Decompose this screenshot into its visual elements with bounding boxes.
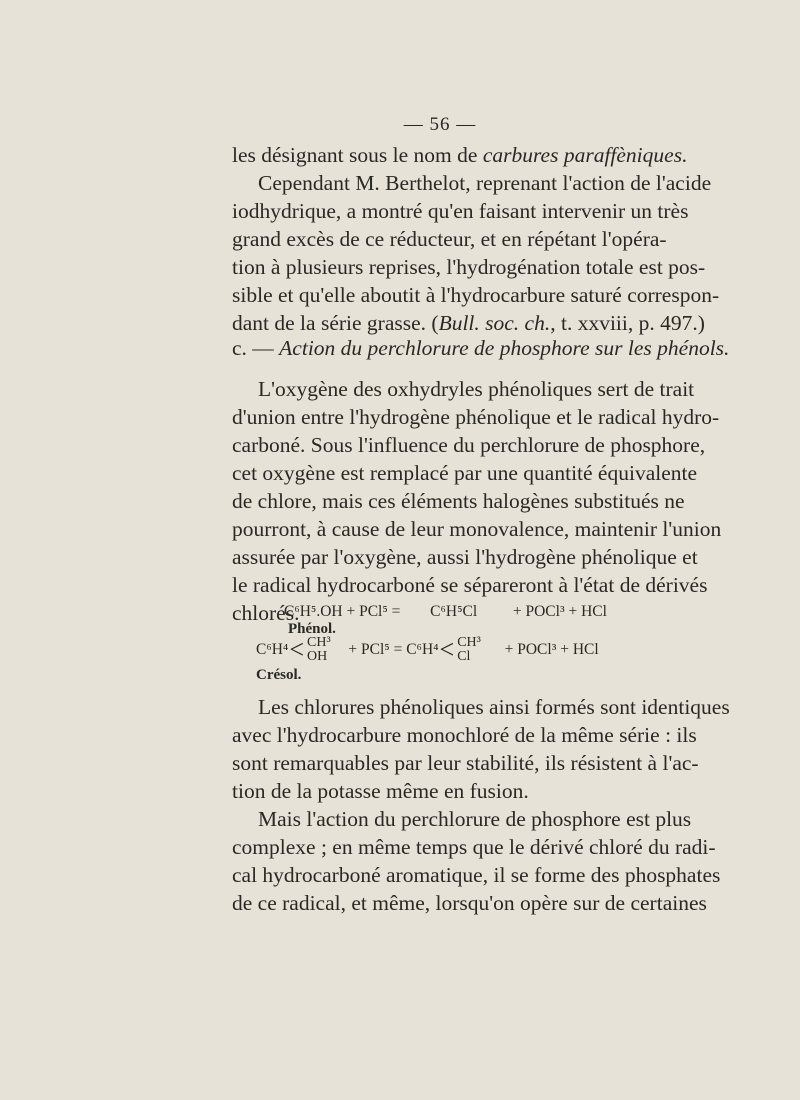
text-line: sible et qu'elle aboutit à l'hydrocarbure saturé correspon- xyxy=(232,283,720,307)
paragraph xyxy=(232,693,730,805)
text-line: chlorés. xyxy=(232,601,300,625)
text-line: de chlore, mais ces éléments halogènes substitués ne xyxy=(232,489,685,513)
chemical-equation-cresol: C⁶H⁴< CH³ OH + PCl⁵ = C⁶H⁴< CH³ Cl + POCl³ + HCl xyxy=(256,635,599,664)
equation-label-phenol: Phénol. xyxy=(288,621,336,637)
text-line: Les chlorures phénoliques ainsi formés sont identiques xyxy=(258,695,730,719)
text-line: dant de la série grasse. (Bull. soc. ch., t. xxviii, p. 497.) xyxy=(232,311,705,335)
text-line: tion à plusieurs reprises, l'hydrogénation totale est pos- xyxy=(232,255,706,279)
text-line: carboné. Sous l'influence du perchlorure de phosphore, xyxy=(232,433,706,457)
text-line: cal hydrocarboné aromatique, il se forme des phosphates xyxy=(232,863,721,887)
text-line: Mais l'action du perchlorure de phosphore est plus xyxy=(258,807,692,831)
text-line: iodhydrique, a montré qu'en faisant intervenir un très xyxy=(232,199,689,223)
page-number: — 56 — xyxy=(403,114,477,135)
text-line: sont remarquables par leur stabilité, ils résistent à l'ac- xyxy=(232,751,699,775)
text-line: d'union entre l'hydrogène phénolique et le radical hydro- xyxy=(232,405,720,429)
text-line: le radical hydrocarboné se sépareront à l'état de dérivés xyxy=(232,573,708,597)
text-line: avec l'hydrocarbure monochloré de la même série : ils xyxy=(232,723,697,747)
text-line: complexe ; en même temps que le dérivé chloré du radi- xyxy=(232,835,716,859)
text-line: les désignant sous le nom de carbures paraffèniques. xyxy=(232,143,688,167)
text-line: de ce radical, et même, lorsqu'on opère sur de certaines xyxy=(232,891,707,915)
text-line: Cependant M. Berthelot, reprenant l'action de l'acide xyxy=(258,171,712,195)
section-heading: c. — Action du perchlorure de phosphore sur les phénols. xyxy=(232,336,730,360)
paragraph-continuation xyxy=(232,141,720,337)
text-line: grand excès de ce réducteur, et en répétant l'opéra- xyxy=(232,227,667,251)
text-line: cet oxygène est remplacé par une quantité équivalente xyxy=(232,461,698,485)
equation-label-cresol: Crésol. xyxy=(256,667,302,683)
text-line: assurée par l'oxygène, aussi l'hydrogène phénolique et xyxy=(232,545,698,569)
paragraph xyxy=(232,375,722,627)
text-line: pourront, à cause de leur monovalence, maintenir l'union xyxy=(232,517,722,541)
text-line: L'oxygène des oxhydryles phénoliques sert de trait xyxy=(258,377,695,401)
paragraph xyxy=(232,805,721,917)
text-line: tion de la potasse même en fusion. xyxy=(232,779,529,803)
chemical-equation-phenol: C⁶H⁵.OH + PCl⁵ = C⁶H⁵Cl + POCl³ + HCl xyxy=(284,603,607,620)
